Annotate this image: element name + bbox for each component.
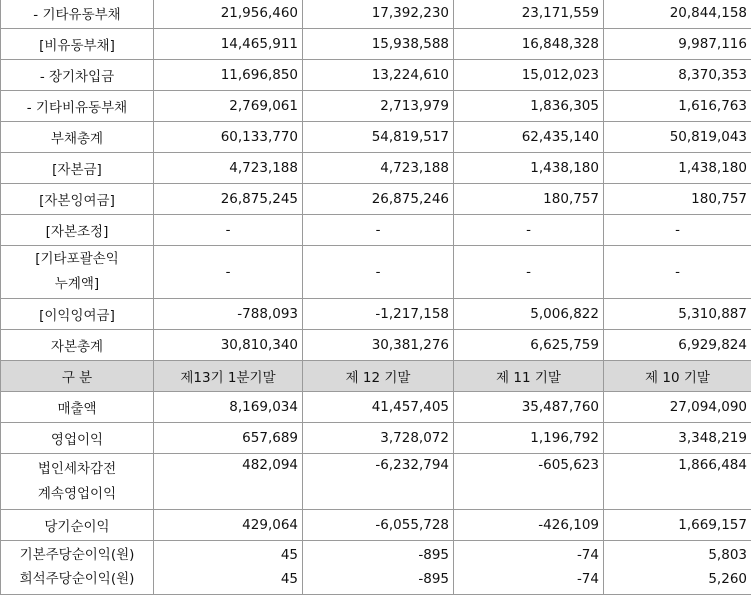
cell-value: - <box>604 215 751 246</box>
row-label: 자본총계 <box>1 330 154 361</box>
eps-basic-label: 기본주당순이익(원) <box>5 543 149 567</box>
row-label: - 장기차입금 <box>1 60 154 91</box>
cell-value: 27,094,090 <box>604 392 751 423</box>
row-label <box>1 454 154 510</box>
cell-value: -6,055,728 <box>303 510 454 541</box>
cell-value: 3,728,072 <box>303 423 454 454</box>
cell-value: 4,723,188 <box>154 153 303 184</box>
cell-value: - <box>454 215 604 246</box>
cell-value: 14,465,911 <box>154 29 303 60</box>
cell-value: 11,696,850 <box>154 60 303 91</box>
cell-value: 5,310,887 <box>604 299 751 330</box>
cell-value: - <box>303 215 454 246</box>
eps-basic-value: 5,803 <box>608 543 747 567</box>
cell-value: - <box>454 246 604 299</box>
row-label-line2: 누계액] <box>5 272 149 297</box>
row-label <box>1 541 154 595</box>
cell-value: 16,848,328 <box>454 29 604 60</box>
table-row <box>1 122 751 153</box>
table-row <box>1 510 751 541</box>
cell-value: 657,689 <box>154 423 303 454</box>
cell-value <box>604 541 751 595</box>
cell-value: -605,623 <box>454 454 604 510</box>
cell-value: 1,866,484 <box>604 454 751 510</box>
period-header-row <box>1 361 751 392</box>
cell-value: -6,232,794 <box>303 454 454 510</box>
table-row <box>1 330 751 361</box>
row-label <box>1 246 154 299</box>
cell-value: 62,435,140 <box>454 122 604 153</box>
eps-basic-value: -895 <box>307 543 449 567</box>
cell-value: 1,438,180 <box>454 153 604 184</box>
eps-diluted-value: -895 <box>307 567 449 591</box>
row-label: [자본잉여금] <box>1 184 154 215</box>
cell-value: 35,487,760 <box>454 392 604 423</box>
row-label: 당기순이익 <box>1 510 154 541</box>
table-row <box>1 29 751 60</box>
cell-value: 1,196,792 <box>454 423 604 454</box>
cell-value: 30,381,276 <box>303 330 454 361</box>
header-label: 구 분 <box>1 361 154 392</box>
cell-value: 482,094 <box>154 454 303 510</box>
cell-value: -1,217,158 <box>303 299 454 330</box>
cell-value: 1,836,305 <box>454 91 604 122</box>
cell-value: -426,109 <box>454 510 604 541</box>
table-row <box>1 60 751 91</box>
eps-diluted-value: 45 <box>158 567 298 591</box>
row-label-line1: [기타포괄손익 <box>5 247 149 272</box>
row-label: 매출액 <box>1 392 154 423</box>
cell-value: 50,819,043 <box>604 122 751 153</box>
cell-value: - <box>303 246 454 299</box>
cell-value: 54,819,517 <box>303 122 454 153</box>
cell-value: 5,006,822 <box>454 299 604 330</box>
cell-value: 6,625,759 <box>454 330 604 361</box>
table-row <box>1 541 751 595</box>
row-label: - 기타비유동부채 <box>1 91 154 122</box>
cell-value: 1,669,157 <box>604 510 751 541</box>
cell-value: - <box>604 246 751 299</box>
cell-value: 6,929,824 <box>604 330 751 361</box>
table-row <box>1 0 751 29</box>
row-label: - 기타유동부채 <box>1 0 154 29</box>
cell-value: 8,169,034 <box>154 392 303 423</box>
cell-value: 26,875,245 <box>154 184 303 215</box>
cell-value: 1,616,763 <box>604 91 751 122</box>
table-row <box>1 454 751 510</box>
row-label-line2: 계속영업이익 <box>5 482 149 507</box>
eps-basic-value: 45 <box>158 543 298 567</box>
table-row <box>1 184 751 215</box>
cell-value: 3,348,219 <box>604 423 751 454</box>
cell-value: 15,938,588 <box>303 29 454 60</box>
row-label: 부채총계 <box>1 122 154 153</box>
row-label: [자본조정] <box>1 215 154 246</box>
row-label: [이익잉여금] <box>1 299 154 330</box>
cell-value: 2,713,979 <box>303 91 454 122</box>
cell-value: 180,757 <box>454 184 604 215</box>
period-header: 제 12 기말 <box>303 361 454 392</box>
cell-value: 26,875,246 <box>303 184 454 215</box>
row-label: [비유동부채] <box>1 29 154 60</box>
cell-value: 13,224,610 <box>303 60 454 91</box>
cell-value: 20,844,158 <box>604 0 751 29</box>
cell-value: 15,012,023 <box>454 60 604 91</box>
table-row <box>1 423 751 454</box>
period-header: 제 11 기말 <box>454 361 604 392</box>
table-row <box>1 153 751 184</box>
cell-value: 17,392,230 <box>303 0 454 29</box>
table-row <box>1 392 751 423</box>
cell-value: 23,171,559 <box>454 0 604 29</box>
table-row <box>1 246 751 299</box>
table-row <box>1 299 751 330</box>
period-header: 제13기 1분기말 <box>154 361 303 392</box>
cell-value: 180,757 <box>604 184 751 215</box>
eps-diluted-value: -74 <box>458 567 599 591</box>
cell-value: 41,457,405 <box>303 392 454 423</box>
table-row <box>1 215 751 246</box>
cell-value: 1,438,180 <box>604 153 751 184</box>
eps-basic-value: -74 <box>458 543 599 567</box>
cell-value: -788,093 <box>154 299 303 330</box>
cell-value: 21,956,460 <box>154 0 303 29</box>
cell-value: 60,133,770 <box>154 122 303 153</box>
row-label: [자본금] <box>1 153 154 184</box>
cell-value: 2,769,061 <box>154 91 303 122</box>
period-header: 제 10 기말 <box>604 361 751 392</box>
row-label-line1: 법인세차감전 <box>5 457 149 482</box>
cell-value: 30,810,340 <box>154 330 303 361</box>
cell-value: 9,987,116 <box>604 29 751 60</box>
cell-value <box>454 541 604 595</box>
cell-value: 4,723,188 <box>303 153 454 184</box>
cell-value: 8,370,353 <box>604 60 751 91</box>
eps-diluted-value: 5,260 <box>608 567 747 591</box>
cell-value <box>154 541 303 595</box>
eps-diluted-label: 희석주당순이익(원) <box>5 567 149 591</box>
row-label: 영업이익 <box>1 423 154 454</box>
table-row <box>1 91 751 122</box>
cell-value: 429,064 <box>154 510 303 541</box>
cell-value: - <box>154 215 303 246</box>
cell-value: - <box>154 246 303 299</box>
cell-value <box>303 541 454 595</box>
